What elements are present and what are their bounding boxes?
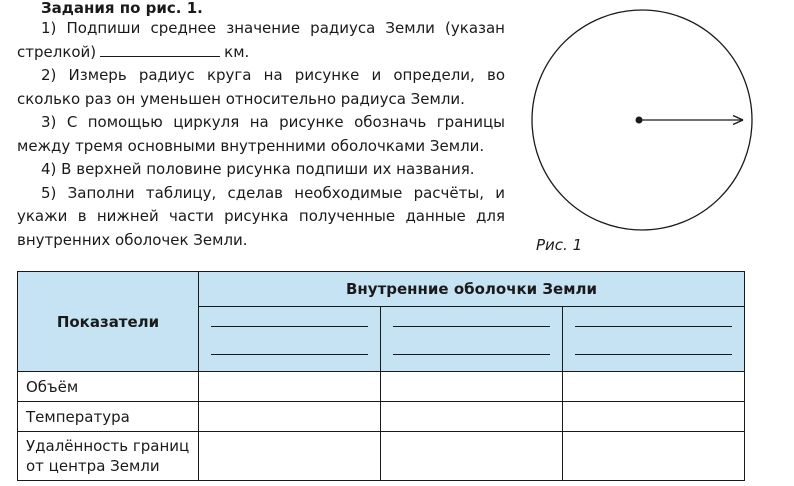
task-1-unit: км. [224,42,250,61]
figure-caption: Рис. 1 [536,236,583,254]
tasks-text [17,0,505,252]
task-5: 5) Заполни таблицу, сделав необходимые расчёты, и укажи в нижней части рисунка полученные данные для внутренних оболочек Земли. [17,183,505,249]
table-row [18,402,745,432]
shell-name-blank-line [393,326,550,327]
answer-cell[interactable] [381,432,563,481]
shell-name-cell-3[interactable] [563,307,745,372]
shells-table [17,271,745,481]
shell-name-blank-line [393,354,550,355]
answer-cell[interactable] [199,372,381,402]
task-3: 3) С помощью циркуля на рисунке обозначь границы между тремя основными внутренними оболочками Земли. [17,113,505,155]
shell-name-cell-1[interactable] [199,307,381,372]
shell-name-blank-line [211,354,368,355]
answer-cell[interactable] [199,402,381,432]
earth-radius-answer-blank[interactable] [100,44,220,57]
tasks-heading: Задания по рис. 1. [41,0,203,17]
shell-name-blank-line [211,326,368,327]
answer-cell[interactable] [563,372,745,402]
metric-header: Показатели [18,272,199,372]
table-row [18,432,745,481]
task-1-text: 1) Подпиши среднее значение радиуса Земли (указан стрелкой) [17,19,505,61]
answer-cell[interactable] [381,372,563,402]
task-2: 2) Измерь радиус круга на рисунке и определи, во сколько раз он уменьшен относительно радиуса Земли. [17,66,505,108]
answer-cell[interactable] [563,432,745,481]
row-label-temperature: Температура [18,402,199,432]
table-row [18,372,745,402]
shell-name-blank-line [575,326,732,327]
answer-cell[interactable] [199,432,381,481]
earth-circle-figure [528,6,756,234]
shell-name-blank-line [575,354,732,355]
answer-cell[interactable] [563,402,745,432]
row-label-distance: Удалённость границ от центра Земли [18,432,199,481]
row-label-volume: Объём [18,372,199,402]
shells-group-header: Внутренние оболочки Земли [199,272,745,307]
task-4: 4) В верхней половине рисунка подпиши их названия. [41,160,475,178]
shell-name-cell-2[interactable] [381,307,563,372]
answer-cell[interactable] [381,402,563,432]
task-1 [17,17,505,64]
